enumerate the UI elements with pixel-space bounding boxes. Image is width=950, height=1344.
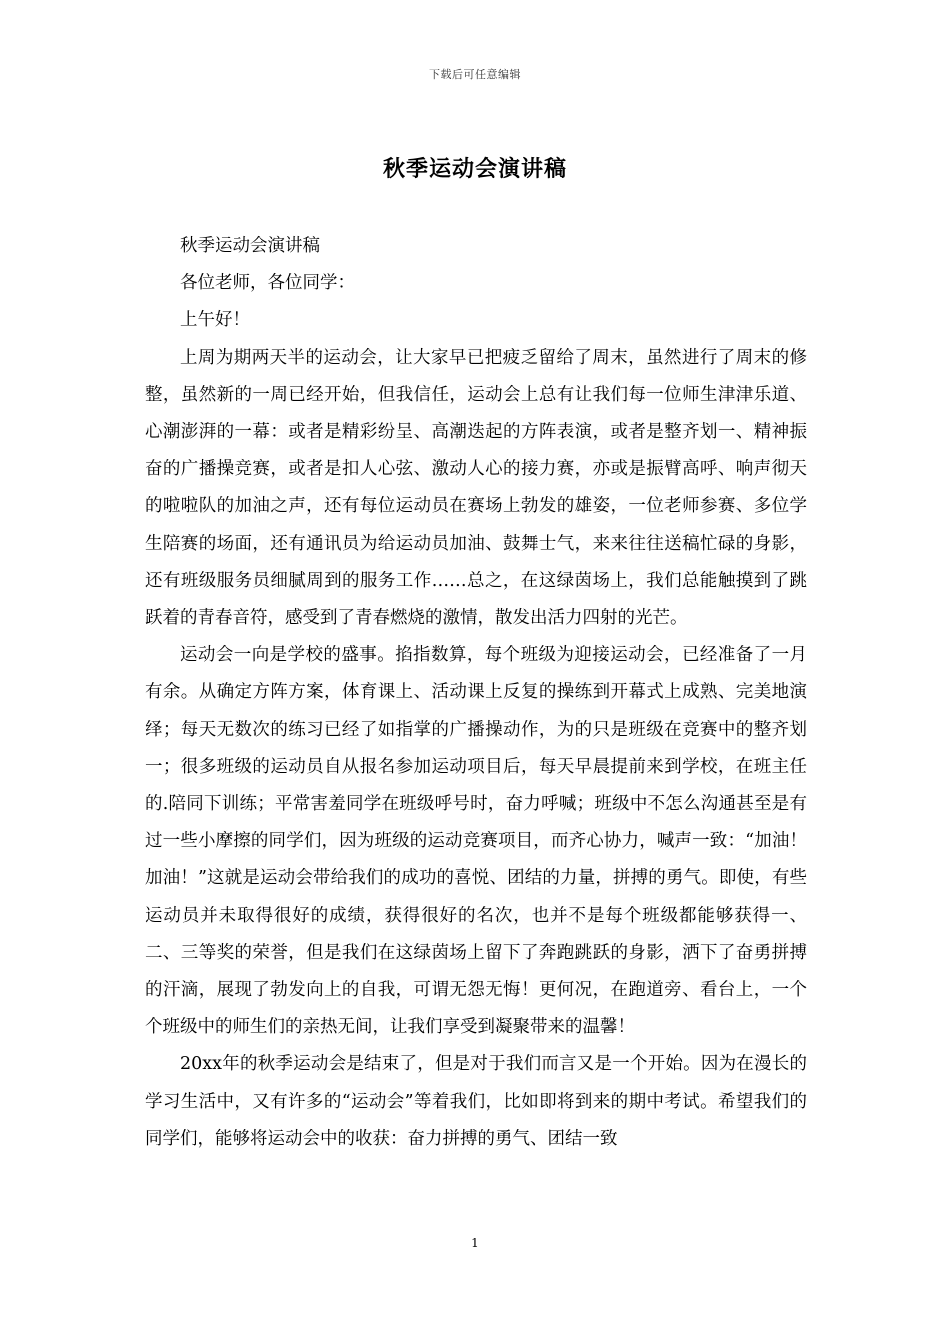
paragraph-subtitle: 秋季运动会演讲稿 bbox=[180, 236, 320, 256]
document-title: 秋季运动会演讲稿 bbox=[382, 156, 567, 182]
document-body bbox=[145, 228, 807, 1158]
page-number: 1 bbox=[471, 1236, 479, 1250]
paragraph-greeting: 上午好！ bbox=[180, 310, 250, 331]
header-note: 下载后可任意编辑 bbox=[429, 68, 521, 81]
paragraph-body: 运动会一向是学校的盛事。掐指数算，每个班级为迎接运动会，已经准备了一月有余。从确定方阵方案，体育课上、活动课上反复的操练到开幕式上成熟、完美地演绎；每天无数次的练习已经了如指掌的广播操动作，为的只是班级在竞赛中的整齐划一；很多班级的运动员自从报名参加运动项目后，每天早晨提前来到学校，在班主任的.陪同下训练；平常害羞同学在班级呼号时，奋力呼喊；班级中不怎么沟通甚至是有过一些小摩擦的同学们，因为班级的运动竞赛项目，而齐心协力，喊声一致：“加油！加油！”这就是运动会带给我们的成功的喜悦、团结的力量，拼搏的勇气。即使，有些运动员并未取得很好的成绩，获得很好的名次，也并不是每个班级都能够获得一、二、三等奖的荣誉，但是我们在这绿茵场上留下了奔跑跳跃的身影，洒下了奋勇拼搏的汗滴，展现了勃发向上的自我，可谓无怨无悔！更何况，在跑道旁、看台上，一个个班级中的师生们的亲热无间，让我们享受到凝聚带来的温馨！ bbox=[145, 645, 807, 1038]
paragraph-salutation: 各位老师，各位同学： bbox=[180, 273, 355, 294]
paragraph-body: 20xx年的秋季运动会是结束了，但是对于我们而言又是一个开始。因为在漫长的学习生活中，又有许多的“运动会”等着我们，比如即将到来的期中考试。希望我们的同学们，能够将运动会中的收获：奋力拼搏的勇气、团结一致 bbox=[145, 1054, 807, 1149]
paragraph-body: 上周为期两天半的运动会，让大家早已把疲乏留给了周末，虽然进行了周末的修整，虽然新的一周已经开始，但我信任，运动会上总有让我们每一位师生津津乐道、心潮澎湃的一幕：或者是精彩纷呈、高潮迭起的方阵表演，或者是整齐划一、精神振奋的广播操竞赛，或者是扣人心弦、激动人心的接力赛，亦或是振臂高呼、响声彻天的啦啦队的加油之声，还有每位运动员在赛场上勃发的雄姿，一位老师参赛、多位学生陪赛的场面，还有通讯员为给运动员加油、鼓舞士气，来来往往送稿忙碌的身影，还有班级服务员细腻周到的服务工作……总之，在这绿茵场上，我们总能触摸到了跳跃着的青春音符，感受到了青春燃烧的激情，散发出活力四射的光芒。 bbox=[145, 347, 807, 629]
